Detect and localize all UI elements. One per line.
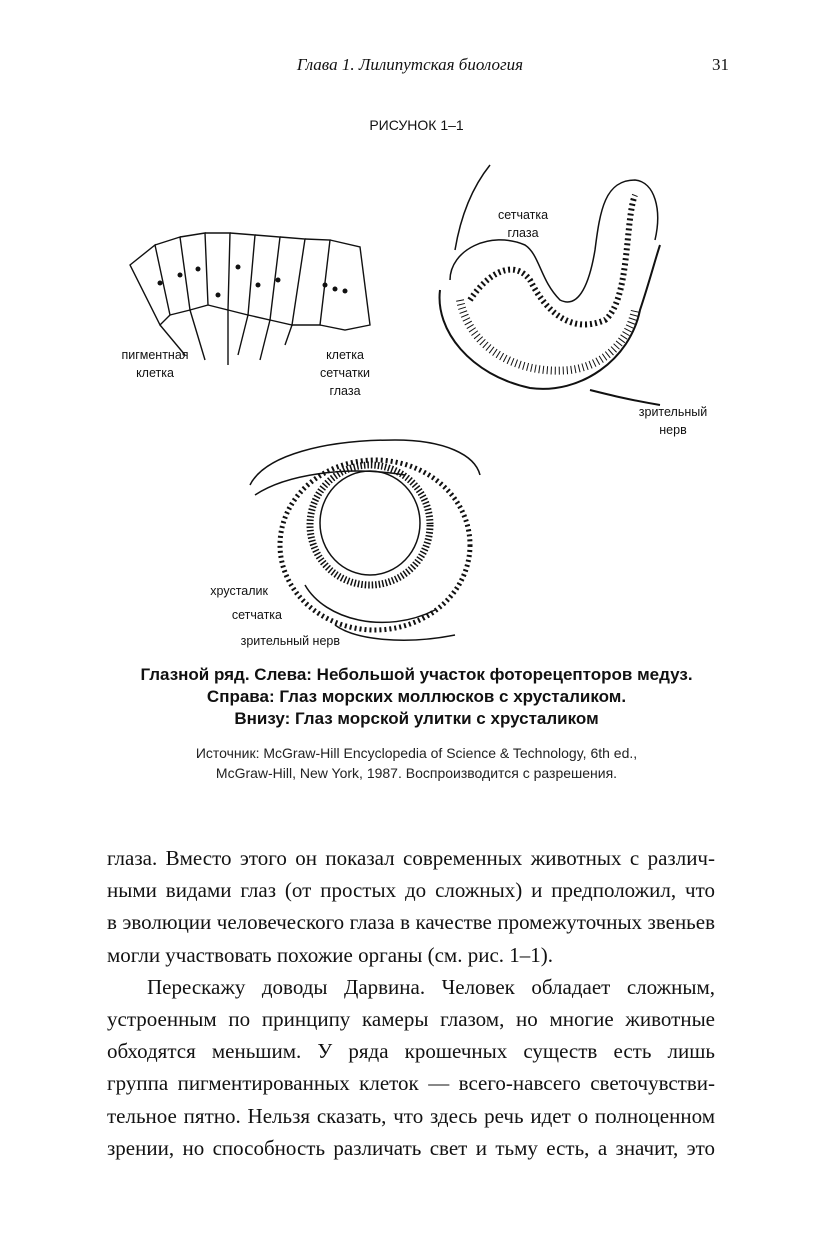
- label-pigment-cell: [110, 346, 200, 382]
- label-retina-top: [488, 206, 558, 242]
- figure-source: [0, 743, 833, 783]
- label-line: нерв: [659, 423, 687, 437]
- page-number: 31: [712, 55, 729, 74]
- label-line: сетчатка: [497, 208, 549, 222]
- caption-line: Глазной ряд. Слева: Небольшой участок фоторецепторов медуз.: [140, 665, 693, 684]
- label-line: пигментная: [121, 348, 189, 362]
- figure-title: РИСУНОК 1–1: [369, 117, 464, 133]
- body-line: группа пигментированных клеток — всего-навсего светочувстви-: [107, 1071, 715, 1096]
- mollusk-eye-drawing: [430, 160, 680, 410]
- label-line: клетка: [136, 366, 174, 380]
- label-retina-cell: [305, 346, 385, 400]
- body-text: [107, 842, 715, 1164]
- label-line: глаза: [329, 384, 361, 398]
- body-line: в эволюции человеческого глаза в качестве промежуточных звеньев: [107, 910, 715, 935]
- body-line: глаза. Вместо этого он показал современных животных с различ-: [107, 846, 715, 870]
- label-optic-nerve-bottom: зрительный нерв: [240, 634, 340, 648]
- label-retina-bottom: сетчатка: [231, 608, 282, 622]
- caption-line: Справа: Глаз морских моллюсков с хрусталиком.: [206, 687, 627, 706]
- source-line: Источник: McGraw-Hill Encyclopedia of Science & Technology, 6th ed.,: [195, 745, 638, 761]
- label-line: клетка: [326, 348, 364, 362]
- body-line: могли участвовать похожие органы (см. рис. 1–1).: [107, 942, 554, 967]
- label-line: сетчатки: [320, 366, 370, 380]
- label-line: зрительный: [638, 405, 708, 419]
- label-lens: хрусталик: [210, 584, 268, 598]
- source-line: McGraw-Hill, New York, 1987. Воспроизводится с разрешения.: [215, 765, 618, 781]
- photoreceptor-cells-drawing: [120, 225, 390, 365]
- running-head: Глава 1. Лилипутская биология: [296, 55, 524, 74]
- figure-caption: [0, 664, 833, 730]
- label-line: глаза: [507, 226, 539, 240]
- body-line: обходятся меньшим. У ряда крошечных существ есть лишь: [107, 1039, 715, 1064]
- body-line: тельное пятно. Нельзя сказать, что здесь речь идет о полноценном: [107, 1103, 715, 1128]
- body-line: зрении, но способность различать свет и тьму есть, а значит, это: [107, 1135, 715, 1160]
- body-line: Перескажу доводы Дарвина. Человек обладает сложным,: [147, 974, 715, 999]
- caption-line: Внизу: Глаз морской улитки с хрусталиком: [234, 709, 599, 728]
- body-line: ными видами глаз (от простых до сложных) и предположил, что: [107, 878, 715, 903]
- label-optic-nerve-right: [630, 403, 716, 439]
- body-line: устроенным по принципу камеры глазом, но многие животные: [107, 1007, 715, 1032]
